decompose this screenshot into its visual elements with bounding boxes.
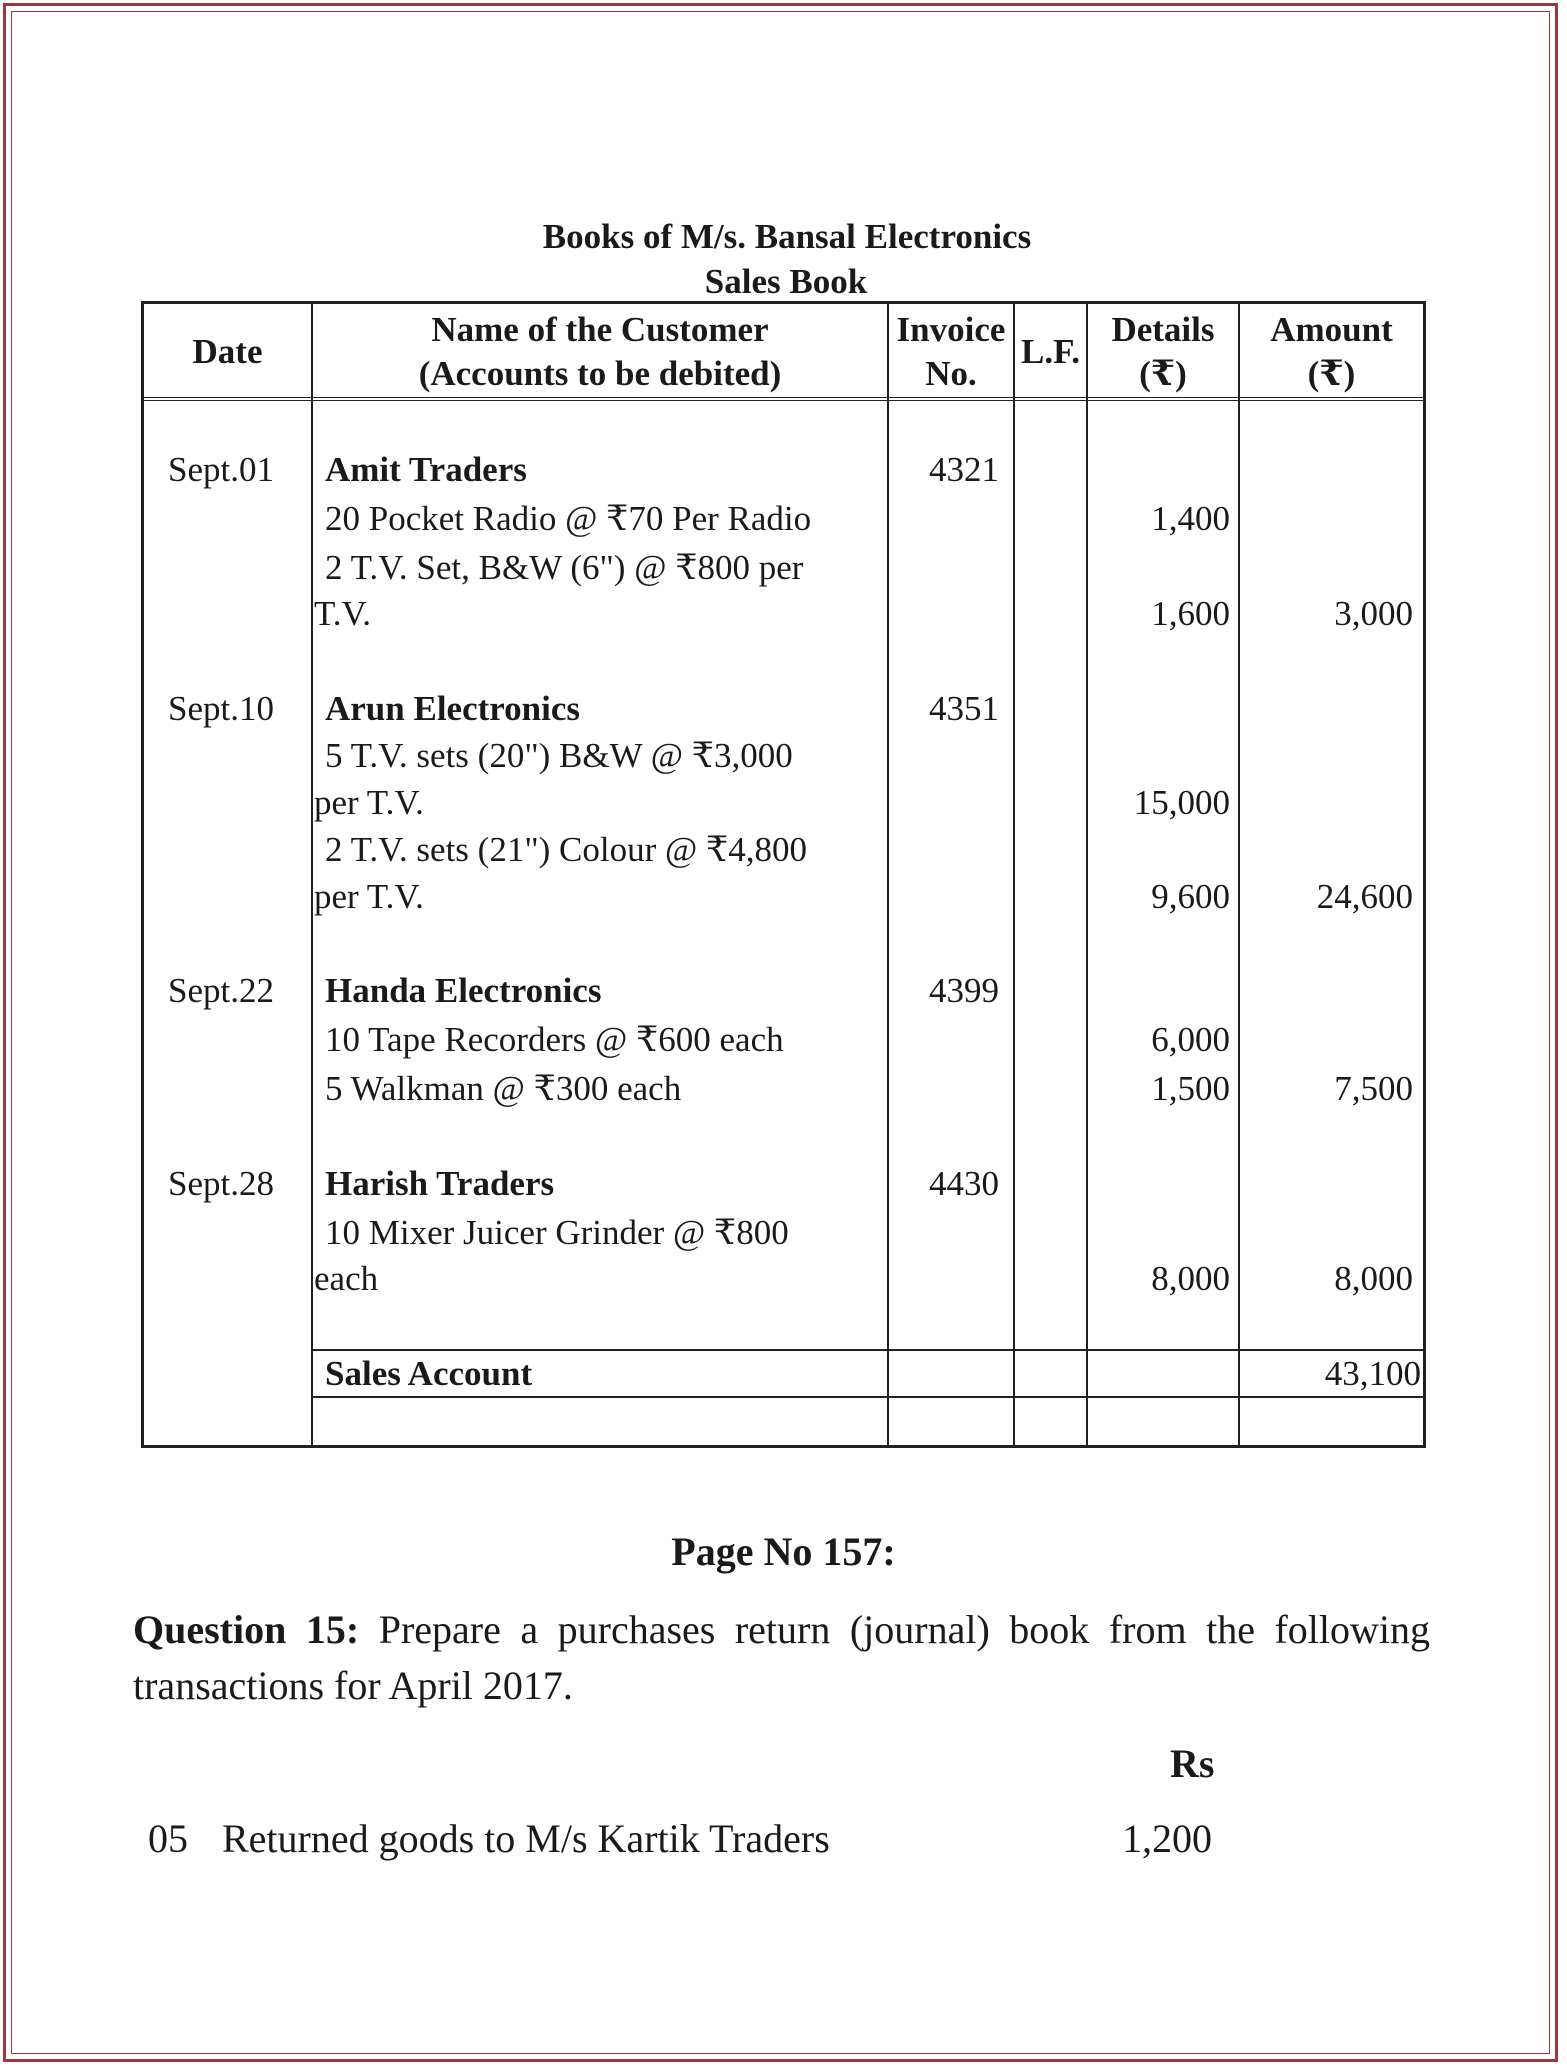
entry-line-continued: per T.V.	[314, 877, 424, 916]
book-subtitle: Sales Book	[704, 262, 868, 301]
total-amount: 43,100	[1324, 1354, 1421, 1393]
entry-line-continued: each	[314, 1259, 379, 1298]
col-header-date: Date	[192, 332, 263, 371]
entry-detail-amount: 1,400	[1151, 499, 1230, 538]
col-header-invoice: Invoice	[896, 310, 1006, 349]
col-header-invoice-sub: No.	[925, 354, 977, 393]
col-divider-invoice	[1013, 304, 1015, 1445]
entry-date: Sept.10	[168, 689, 274, 728]
entry-detail-amount: 15,000	[1133, 783, 1230, 822]
sales-book-table	[141, 301, 1426, 1448]
col-header-customer: Name of the Customer	[431, 310, 769, 349]
entry-customer: Amit Traders	[325, 450, 527, 489]
entry-amount: 8,000	[1334, 1259, 1413, 1298]
currency-header: Rs	[1170, 1741, 1215, 1786]
entry-line-continued: T.V.	[314, 594, 372, 633]
entry-invoice: 4399	[929, 971, 999, 1010]
entry-detail-amount: 6,000	[1151, 1020, 1230, 1059]
entry-detail-amount: 8,000	[1151, 1259, 1230, 1298]
col-header-details: Details	[1111, 310, 1215, 349]
entry-customer: Arun Electronics	[325, 689, 581, 728]
entry-line: 10 Tape Recorders @ ₹600 each	[325, 1020, 784, 1059]
col-divider-date	[311, 304, 313, 1445]
question-body: Prepare a purchases return (journal) book from the following transactions for April 2017.	[133, 1607, 1430, 1708]
question-text	[133, 1602, 1430, 1714]
entry-line: 5 Walkman @ ₹300 each	[325, 1069, 682, 1108]
entry-line-continued: per T.V.	[314, 783, 424, 822]
entry-line: 20 Pocket Radio @ ₹70 Per Radio	[325, 499, 812, 538]
entry-customer: Harish Traders	[325, 1164, 555, 1203]
total-label: Sales Account	[325, 1354, 533, 1393]
page-number-heading: Page No 157:	[671, 1529, 896, 1574]
entry-line: 2 T.V. Set, B&W (6") @ ₹800 per	[325, 548, 804, 587]
entry-line: 5 T.V. sets (20") B&W @ ₹3,000	[325, 736, 793, 775]
entry-date: Sept.22	[168, 971, 274, 1010]
entry-detail-amount: 1,500	[1151, 1069, 1230, 1108]
entry-amount: 3,000	[1334, 594, 1413, 633]
entry-invoice: 4351	[929, 689, 999, 728]
entry-invoice: 4430	[929, 1164, 999, 1203]
col-header-details-sub: (₹)	[1139, 354, 1187, 393]
col-header-amount-sub: (₹)	[1307, 354, 1356, 393]
book-title: Books of M/s. Bansal Electronics	[542, 217, 1032, 256]
transaction-date: 05	[148, 1816, 188, 1861]
transaction-description: Returned goods to M/s Kartik Traders	[222, 1816, 830, 1861]
entry-line: 10 Mixer Juicer Grinder @ ₹800	[325, 1213, 789, 1252]
header-rule	[144, 397, 1423, 401]
col-header-customer-sub: (Accounts to be debited)	[418, 354, 782, 393]
entry-invoice: 4321	[929, 450, 999, 489]
entry-detail-amount: 1,600	[1151, 594, 1230, 633]
entry-customer: Handa Electronics	[325, 971, 602, 1010]
entry-amount: 7,500	[1334, 1069, 1413, 1108]
entry-date: Sept.01	[168, 450, 274, 489]
col-header-lf: L.F.	[1020, 332, 1080, 371]
col-header-amount: Amount	[1270, 310, 1393, 349]
total-rule-bottom	[313, 1396, 1423, 1398]
entry-amount: 24,600	[1316, 877, 1413, 916]
question-label: Question 15:	[133, 1607, 360, 1652]
total-rule-top	[313, 1349, 1423, 1351]
transaction-amount: 1,200	[1122, 1816, 1212, 1861]
entry-line: 2 T.V. sets (21") Colour @ ₹4,800	[325, 830, 807, 869]
entry-date: Sept.28	[168, 1164, 274, 1203]
entry-detail-amount: 9,600	[1151, 877, 1230, 916]
